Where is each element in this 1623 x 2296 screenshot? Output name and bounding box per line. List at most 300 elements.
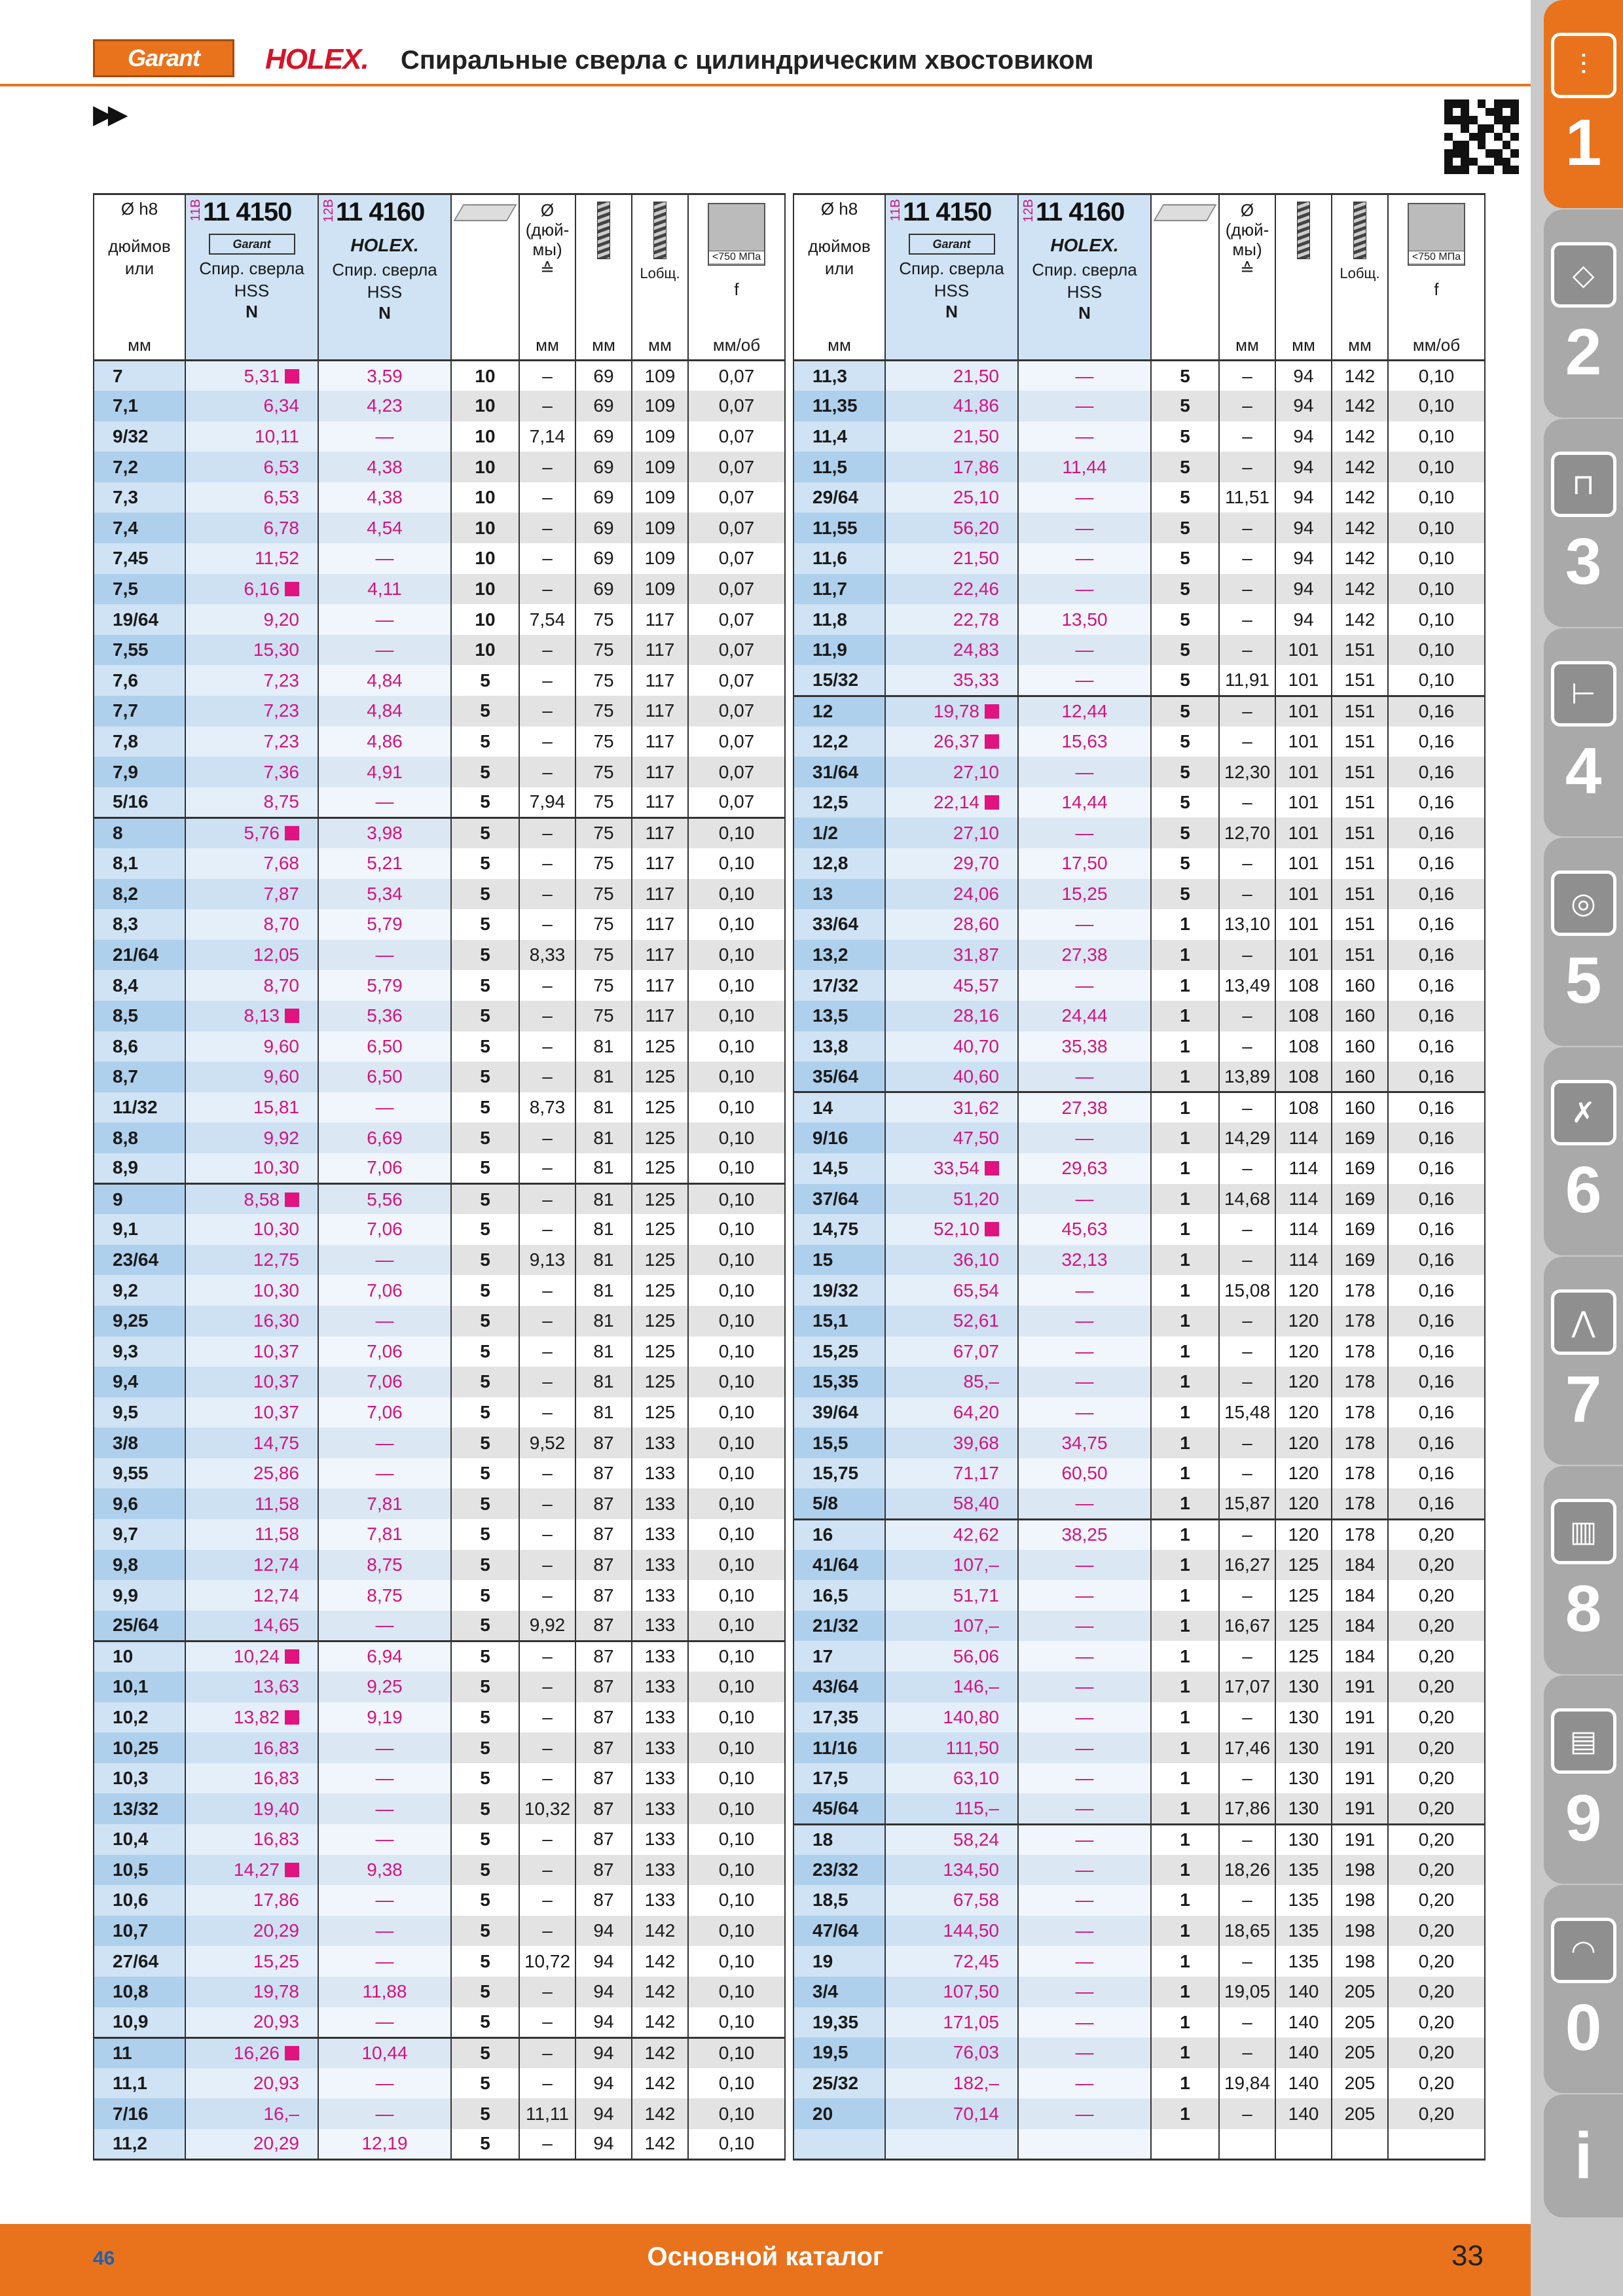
inch-cell: 18,65: [1219, 1916, 1275, 1946]
price-holex-cell: —: [1018, 1793, 1151, 1824]
total-length-cell: 142: [1332, 452, 1388, 482]
total-length-cell: 133: [632, 1793, 688, 1824]
total-length-cell: 117: [632, 757, 688, 787]
price-garant-cell: 6,53: [185, 482, 318, 513]
chapter-tab-i[interactable]: [1544, 2094, 1623, 2217]
table-row: [793, 1367, 1485, 1397]
pack-qty-cell: 1: [1151, 1672, 1219, 1702]
price-garant-cell: 17,86: [185, 1885, 318, 1916]
flute-length-cell: 94: [575, 2068, 632, 2099]
feed-cell: 0,07: [688, 422, 785, 452]
diameter-cell: 11,55: [793, 512, 885, 543]
diameter-cell: 11,9: [793, 635, 885, 666]
inch-cell: 12,70: [1219, 817, 1275, 848]
inch-cell: –: [519, 1153, 575, 1184]
chapter-tab-6[interactable]: [1544, 1047, 1623, 1255]
pack-qty-cell: 10: [451, 361, 519, 391]
inch-cell: 13,89: [1219, 1062, 1275, 1092]
total-length-cell: 191: [1332, 1702, 1388, 1733]
price-holex-cell: —: [1018, 512, 1151, 543]
price-garant-cell: 9,92: [185, 1122, 318, 1153]
flute-length-cell: 120: [1275, 1458, 1332, 1489]
feed-cell: 0,16: [1388, 940, 1485, 971]
flute-length-cell: 81: [575, 1336, 632, 1367]
feed-cell: 0,10: [1388, 422, 1485, 452]
flute-length-cell: 69: [575, 422, 632, 452]
total-length-cell: 117: [632, 817, 688, 848]
pack-qty-cell: 1: [1151, 1488, 1219, 1519]
pack-qty-cell: 1: [1151, 1793, 1219, 1824]
table-row: [94, 2098, 785, 2129]
price-holex-cell: —: [318, 940, 451, 971]
total-length-cell: 133: [632, 1580, 688, 1611]
inch-cell: –: [519, 1336, 575, 1367]
price-holex-cell: —: [1018, 391, 1151, 422]
pack-qty-cell: 5: [1151, 543, 1219, 574]
diameter-cell: 9,8: [94, 1550, 185, 1581]
table-row: [793, 1336, 1485, 1367]
chapter-tab-0[interactable]: [1544, 1885, 1623, 2093]
feed-cell: 0,16: [1388, 726, 1485, 757]
price-holex-cell: —: [318, 1763, 451, 1794]
pack-qty-cell: 1: [1151, 1062, 1219, 1092]
price-holex-cell: —: [318, 1946, 451, 1977]
total-length-cell: 125: [632, 1031, 688, 1062]
flute-length-cell: 87: [575, 1580, 632, 1611]
feed-cell: 0,20: [1388, 1885, 1485, 1916]
inch-cell: 10,32: [519, 1793, 575, 1824]
table-row: [94, 1732, 785, 1763]
total-length-cell: 117: [632, 970, 688, 1001]
pack-qty-cell: 5: [451, 1397, 519, 1428]
table-row: [94, 1397, 785, 1428]
total-length-cell: 178: [1332, 1519, 1388, 1550]
feed-cell: 0,10: [1388, 391, 1485, 422]
inch-cell: 12,30: [1219, 757, 1275, 787]
inch-cell: –: [1219, 2007, 1275, 2038]
table-row: [94, 1458, 785, 1489]
total-length-cell: 184: [1332, 1641, 1388, 1672]
flute-length-cell: 120: [1275, 1275, 1332, 1306]
inch-cell: –: [1219, 361, 1275, 391]
drill-table-right: [793, 193, 1486, 2161]
flute-length-cell: 101: [1275, 817, 1332, 848]
table-row: [94, 574, 785, 605]
chapter-tab-2[interactable]: [1544, 209, 1623, 418]
table-row: [94, 1977, 785, 2007]
pack-qty-cell: 1: [1151, 1184, 1219, 1215]
pack-qty-cell: 5: [451, 1946, 519, 1977]
pack-qty-cell: 5: [1151, 665, 1219, 696]
total-length-cell: 125: [632, 1367, 688, 1397]
flute-length-cell: 81: [575, 1031, 632, 1062]
feed-cell: 0,07: [688, 757, 785, 787]
flute-length-cell: 87: [575, 1732, 632, 1763]
total-length-cell: 109: [632, 512, 688, 543]
pack-qty-cell: 5: [451, 2129, 519, 2160]
table-row: [94, 604, 785, 635]
feed-cell: 0,07: [688, 452, 785, 482]
flute-length-cell: 130: [1275, 1672, 1332, 1702]
feed-cell: 0,10: [688, 1885, 785, 1916]
diameter-cell: 11,7: [793, 574, 885, 605]
price-holex-cell: —: [1018, 2098, 1151, 2129]
price-garant-cell: 14,65: [185, 1611, 318, 1641]
page-number-left: 46: [93, 2248, 115, 2269]
diameter-cell: 39/64: [793, 1397, 885, 1428]
inch-cell: –: [1219, 1306, 1275, 1336]
price-holex-cell: —: [318, 787, 451, 818]
diameter-cell: 35/64: [793, 1062, 885, 1092]
pack-qty-cell: 5: [451, 1031, 519, 1062]
pack-qty-cell: 1: [1151, 1092, 1219, 1123]
price-holex-cell: 7,06: [318, 1275, 451, 1306]
qr-code-icon[interactable]: [1444, 99, 1519, 174]
price-garant-cell: 13,82: [185, 1702, 318, 1733]
diameter-cell: 11,3: [793, 361, 885, 391]
total-length-cell: 151: [1332, 696, 1388, 726]
diameter-cell: 16,5: [793, 1580, 885, 1611]
diameter-cell: 8,1: [94, 848, 185, 879]
pack-qty-cell: 10: [451, 452, 519, 482]
flute-length-cell: 140: [1275, 2098, 1332, 2129]
pack-qty-cell: 1: [1151, 1031, 1219, 1062]
total-length-cell: 117: [632, 848, 688, 879]
pack-qty-cell: 5: [451, 1580, 519, 1611]
total-length-cell: 205: [1332, 2098, 1388, 2129]
inch-cell: 11,11: [519, 2098, 575, 2129]
feed-cell: 0,10: [1388, 512, 1485, 543]
feed-cell: 0,16: [1388, 909, 1485, 940]
flute-length-cell: 81: [575, 1367, 632, 1397]
cabinet-icon: ▤: [1551, 1708, 1616, 1774]
inch-cell: 13,10: [1219, 909, 1275, 940]
feed-cell: 0,16: [1388, 1214, 1485, 1245]
total-length-cell: 117: [632, 1001, 688, 1031]
total-length-cell: 125: [632, 1153, 688, 1184]
stock-marker-icon: [285, 582, 299, 596]
pack-qty-cell: 5: [451, 1153, 519, 1184]
table-row: [94, 726, 785, 757]
feed-cell: 0,16: [1388, 1397, 1485, 1428]
total-length-cell: 198: [1332, 1885, 1388, 1916]
feed-cell: 0,10: [688, 1519, 785, 1550]
pack-qty-cell: 5: [451, 1488, 519, 1519]
table-row: [94, 1062, 785, 1092]
table-row: [793, 1153, 1485, 1184]
feed-cell: 0,16: [1388, 1092, 1485, 1123]
table-row: [94, 817, 785, 848]
diameter-cell: 7/16: [94, 2098, 185, 2129]
flute-length-cell: 94: [1275, 391, 1332, 422]
price-garant-cell: 36,10: [885, 1245, 1018, 1276]
inch-cell: –: [1219, 1641, 1275, 1672]
table-row: [793, 2007, 1485, 2038]
total-length-cell: 142: [632, 1916, 688, 1946]
inch-cell: –: [1219, 696, 1275, 726]
inch-cell: –: [519, 726, 575, 757]
flute-length-cell: 120: [1275, 1519, 1332, 1550]
holex-logo: HOLEX.: [265, 43, 369, 75]
total-length-cell: 151: [1332, 817, 1388, 848]
table-row: [793, 1184, 1485, 1215]
stock-marker-icon: [285, 826, 299, 840]
flute-length-cell: 87: [575, 1855, 632, 1886]
table-row: [94, 1275, 785, 1306]
total-length-cell: 191: [1332, 1793, 1388, 1824]
feed-cell: 0,10: [688, 879, 785, 910]
flute-length-cell: 130: [1275, 1824, 1332, 1855]
chapter-tab-4[interactable]: [1544, 628, 1623, 836]
table-row: [94, 635, 785, 666]
price-holex-cell: 6,94: [318, 1641, 451, 1672]
total-length-cell: 125: [632, 1336, 688, 1367]
total-length-cell: 151: [1332, 848, 1388, 879]
flute-length-cell: 75: [575, 1001, 632, 1031]
pack-qty-cell: 1: [1151, 1763, 1219, 1794]
table-row: [94, 1427, 785, 1458]
flute-length-cell: 114: [1275, 1184, 1332, 1215]
feed-cell: 0,10: [1388, 361, 1485, 391]
diameter-cell: 19,5: [793, 2037, 885, 2068]
pack-qty-cell: 10: [451, 422, 519, 452]
inch-cell: 9,92: [519, 1611, 575, 1641]
chapter-tab-8[interactable]: [1544, 1466, 1623, 1674]
price-holex-cell: 4,38: [318, 452, 451, 482]
table-row: [94, 1611, 785, 1641]
total-length-cell: 160: [1332, 1001, 1388, 1031]
price-garant-cell: 7,23: [185, 665, 318, 696]
diameter-cell: 9,1: [94, 1214, 185, 1245]
table-row: [793, 1458, 1485, 1489]
table-row: [793, 940, 1485, 971]
price-garant-cell: 67,58: [885, 1885, 1018, 1916]
chapter-number: 5: [1565, 944, 1602, 1017]
stock-marker-icon: [285, 1710, 299, 1725]
pack-qty-cell: 5: [451, 1458, 519, 1489]
pack-qty-cell: 1: [1151, 940, 1219, 971]
price-garant-cell: 31,87: [885, 940, 1018, 971]
pack-qty-cell: 5: [451, 1732, 519, 1763]
price-garant-cell: 26,37: [885, 726, 1018, 757]
inch-cell: –: [519, 1458, 575, 1489]
pack-qty-cell: 1: [1151, 970, 1219, 1001]
price-holex-cell: 7,06: [318, 1153, 451, 1184]
price-holex-cell: —: [1018, 482, 1151, 513]
feed-cell: 0,10: [688, 1488, 785, 1519]
price-holex-cell: 12,19: [318, 2129, 451, 2160]
total-length-cell: 125: [632, 1245, 688, 1276]
price-holex-cell: —: [318, 1824, 451, 1855]
table-row: [793, 1306, 1485, 1336]
diameter-cell: 9: [94, 1184, 185, 1215]
price-garant-cell: 28,60: [885, 909, 1018, 940]
flute-length-cell: 87: [575, 1885, 632, 1916]
price-garant-cell: 16,26: [185, 2037, 318, 2068]
inch-cell: –: [519, 1488, 575, 1519]
pack-qty-cell: 5: [451, 1214, 519, 1245]
table-row: [94, 1550, 785, 1581]
flute-length-cell: 101: [1275, 665, 1332, 696]
price-holex-cell: —: [318, 1245, 451, 1276]
price-garant-cell: 56,06: [885, 1641, 1018, 1672]
wrench-icon: ✗: [1551, 1080, 1616, 1145]
pack-qty-cell: 1: [1151, 2007, 1219, 2038]
total-length-icon: [1353, 202, 1366, 259]
inch-cell: 15,87: [1219, 1488, 1275, 1519]
stock-marker-icon: [985, 1161, 999, 1175]
inch-cell: 15,08: [1219, 1275, 1275, 1306]
price-garant-cell: 40,70: [885, 1031, 1018, 1062]
chapter-number: 0: [1565, 1991, 1602, 2064]
inch-cell: 10,72: [519, 1946, 575, 1977]
table-row: [793, 1763, 1485, 1794]
flute-length-cell: 101: [1275, 909, 1332, 940]
inch-cell: 7,54: [519, 604, 575, 635]
diameter-cell: 9,7: [94, 1519, 185, 1550]
table-row: [793, 909, 1485, 940]
diameter-cell: 7,7: [94, 696, 185, 726]
diameter-cell: 15/32: [793, 665, 885, 696]
price-holex-cell: —: [1018, 970, 1151, 1001]
pack-qty-cell: 5: [451, 1702, 519, 1733]
table-row: [793, 1122, 1485, 1153]
continue-arrows-icon: ▶▶: [93, 100, 123, 129]
table-row: [94, 1580, 785, 1611]
price-holex-cell: —: [318, 1427, 451, 1458]
price-holex-cell: —: [1018, 2007, 1151, 2038]
flute-length-cell: 75: [575, 940, 632, 971]
table-row: [793, 879, 1485, 910]
total-length-cell: 117: [632, 696, 688, 726]
chapter-tab-7[interactable]: [1544, 1257, 1623, 1465]
pack-qty-cell: 1: [1151, 1641, 1219, 1672]
chapter-tab-3[interactable]: [1544, 419, 1623, 627]
diameter-cell: 11/32: [94, 1092, 185, 1123]
diameter-cell: 5/16: [94, 787, 185, 818]
inch-cell: –: [1219, 1001, 1275, 1031]
diameter-cell: 21/32: [793, 1611, 885, 1641]
chapter-tab-9[interactable]: [1544, 1676, 1623, 1884]
total-length-cell: 109: [632, 574, 688, 605]
flute-length-cell: 140: [1275, 2007, 1332, 2038]
price-holex-cell: 7,06: [318, 1367, 451, 1397]
price-holex-cell: —: [1018, 1184, 1151, 1215]
feed-cell: 0,10: [688, 1793, 785, 1824]
price-holex-cell: 4,84: [318, 665, 451, 696]
price-garant-cell: 12,75: [185, 1245, 318, 1276]
diameter-cell: 9,5: [94, 1397, 185, 1428]
feed-cell: 0,10: [688, 1824, 785, 1855]
pack-qty-cell: 5: [451, 1672, 519, 1702]
table-row: [94, 361, 785, 391]
total-length-cell: 133: [632, 1550, 688, 1581]
feed-cell: 0,10: [688, 1427, 785, 1458]
total-length-cell: 117: [632, 726, 688, 757]
table-row: [94, 1214, 785, 1245]
total-length-cell: 178: [1332, 1397, 1388, 1428]
flute-length-cell: 75: [575, 757, 632, 787]
pack-qty-cell: 10: [451, 391, 519, 422]
flute-length-cell: 125: [1275, 1641, 1332, 1672]
flute-length-cell: 94: [575, 1916, 632, 1946]
price-holex-cell: —: [318, 1885, 451, 1916]
inch-cell: –: [519, 879, 575, 910]
table-row: [94, 1001, 785, 1031]
price-holex-cell: 45,63: [1018, 1214, 1151, 1245]
pack-qty-cell: 5: [451, 2007, 519, 2038]
price-garant-cell: 20,29: [185, 1916, 318, 1946]
diameter-cell: 15,35: [793, 1367, 885, 1397]
pack-qty-cell: 5: [451, 879, 519, 910]
pack-qty-cell: 1: [1151, 1122, 1219, 1153]
total-length-cell: 191: [1332, 1732, 1388, 1763]
feed-cell: 0,16: [1388, 848, 1485, 879]
price-garant-cell: 29,70: [885, 848, 1018, 879]
diameter-cell: 9,3: [94, 1336, 185, 1367]
total-length-cell: 178: [1332, 1336, 1388, 1367]
diameter-cell: 17: [793, 1641, 885, 1672]
price-garant-cell: 41,86: [885, 391, 1018, 422]
flute-length-cell: 75: [575, 665, 632, 696]
diameter-cell: 9,2: [94, 1275, 185, 1306]
right-head-art2: 12B 11 4160 HOLEX. Спир. сверла HSS N: [1018, 194, 1151, 361]
flute-length-cell: 108: [1275, 1062, 1332, 1092]
chapter-tab-1[interactable]: [1544, 0, 1623, 208]
diameter-cell: 10,2: [94, 1702, 185, 1733]
flute-length-cell: 69: [575, 452, 632, 482]
left-head-inch: Ø (дюй- мы) ≙ мм: [519, 194, 575, 361]
feed-cell: 0,10: [688, 1855, 785, 1886]
feed-cell: 0,16: [1388, 1275, 1485, 1306]
total-length-cell: 178: [1332, 1427, 1388, 1458]
price-holex-cell: —: [1018, 1672, 1151, 1702]
price-garant-cell: 47,50: [885, 1122, 1018, 1153]
price-holex-cell: —: [318, 2068, 451, 2099]
price-holex-cell: 7,81: [318, 1519, 451, 1550]
total-length-cell: 178: [1332, 1306, 1388, 1336]
feed-cell: 0,10: [688, 2037, 785, 2068]
price-garant-cell: 19,78: [885, 696, 1018, 726]
table-row: [94, 1763, 785, 1794]
chapter-tab-5[interactable]: [1544, 838, 1623, 1046]
flute-length-cell: 108: [1275, 970, 1332, 1001]
feed-cell: 0,16: [1388, 1458, 1485, 1489]
inch-cell: –: [519, 2007, 575, 2038]
table-row: [94, 787, 785, 818]
feed-cell: 0,10: [688, 1275, 785, 1306]
price-holex-cell: 5,79: [318, 909, 451, 940]
pack-qty-cell: 1: [1151, 1397, 1219, 1428]
pack-qty-cell: 1: [1151, 909, 1219, 940]
diameter-cell: 11,4: [793, 422, 885, 452]
pack-qty-cell: 5: [451, 1916, 519, 1946]
inch-cell: –: [519, 1824, 575, 1855]
price-garant-cell: 13,63: [185, 1672, 318, 1702]
feed-cell: 0,10: [688, 1306, 785, 1336]
price-garant-cell: 21,50: [885, 361, 1018, 391]
diameter-cell: 19: [793, 1946, 885, 1977]
table-row: [94, 512, 785, 543]
total-length-cell: 117: [632, 604, 688, 635]
price-holex-cell: 27,38: [1018, 940, 1151, 971]
inch-cell: –: [519, 848, 575, 879]
flute-length-cell: 81: [575, 1214, 632, 1245]
pack-qty-cell: 5: [1151, 422, 1219, 452]
table-row: [94, 1519, 785, 1550]
price-holex-cell: —: [1018, 909, 1151, 940]
left-head-pack: [451, 194, 519, 361]
